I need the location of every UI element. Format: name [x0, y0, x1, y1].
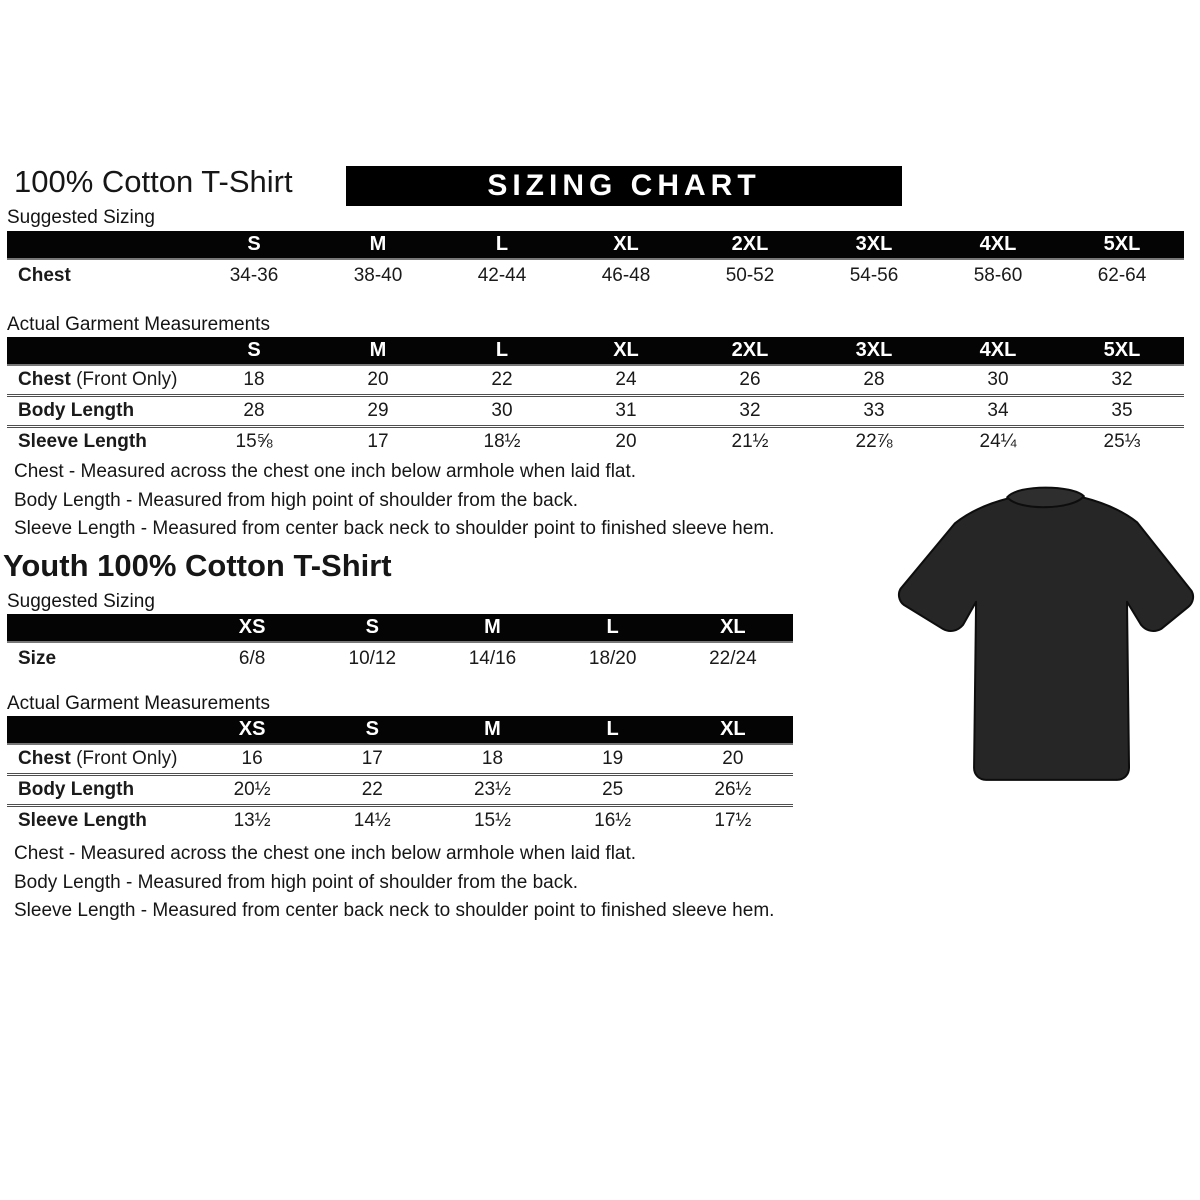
size-column-header: S — [312, 614, 432, 642]
youth-section-title: Youth 100% Cotton T-Shirt — [3, 548, 392, 583]
size-column-header: M — [432, 614, 552, 642]
table-row — [7, 744, 793, 775]
measurement-cell: 33 — [812, 396, 936, 427]
size-column-header: L — [553, 716, 673, 744]
measurement-cell: 15⅝ — [192, 427, 316, 457]
measurement-cell: 23½ — [432, 775, 552, 806]
size-header-spacer — [7, 614, 192, 642]
measurement-cell: 34 — [936, 396, 1060, 427]
youth-measurement-notes — [14, 840, 774, 926]
measurement-cell: 26½ — [673, 775, 793, 806]
row-label: Chest (Front Only) — [18, 369, 178, 390]
size-column-header: XS — [192, 614, 312, 642]
measurement-cell: 30 — [440, 396, 564, 427]
measurement-cell: 26 — [739, 369, 761, 390]
adult-measurement-notes — [14, 458, 774, 544]
size-column-header: XL — [564, 231, 688, 259]
table-row — [7, 396, 1184, 427]
measurement-cell: 16½ — [553, 806, 673, 836]
size-column-header: XL — [673, 614, 793, 642]
size-column-header: XS — [192, 716, 312, 744]
measurement-cell: 16 — [241, 748, 263, 769]
adult-actual-measurements-label: Actual Garment Measurements — [7, 314, 270, 335]
measurement-cell: 24 — [615, 369, 637, 390]
youth-actual-measurements-table — [7, 716, 793, 835]
row-label: Body Length — [7, 396, 192, 427]
table-row — [7, 365, 1184, 396]
size-column-header: M — [432, 716, 552, 744]
table-row — [7, 259, 1184, 292]
measurement-cell: 35 — [1060, 396, 1184, 427]
size-column-header: 4XL — [936, 231, 1060, 259]
size-column-header: XL — [564, 337, 688, 365]
measurement-note: Body Length - Measured from high point of shoulder from the back. — [14, 489, 578, 511]
measurement-cell: 22⅞ — [812, 427, 936, 457]
measurement-cell: 18 — [243, 369, 265, 390]
youth-actual-measurements-label: Actual Garment Measurements — [7, 693, 270, 714]
size-column-header: S — [192, 337, 316, 365]
measurement-cell: 17½ — [673, 806, 793, 836]
measurement-cell: 38-40 — [353, 265, 403, 286]
measurement-cell: 50-52 — [725, 265, 775, 286]
size-header-spacer — [7, 231, 192, 259]
measurement-cell: 28 — [192, 396, 316, 427]
size-column-header: M — [316, 337, 440, 365]
size-column-header: S — [312, 716, 432, 744]
tshirt-product-image — [893, 476, 1196, 808]
measurement-cell: 20 — [722, 748, 744, 769]
row-label: Sleeve Length — [7, 427, 192, 457]
measurement-cell: 20½ — [192, 775, 312, 806]
measurement-cell: 42-44 — [477, 265, 527, 286]
youth-suggested-sizing-label: Suggested Sizing — [7, 591, 155, 612]
measurement-cell: 22 — [312, 775, 432, 806]
measurement-cell: 15½ — [432, 806, 552, 836]
size-column-header: 5XL — [1060, 231, 1184, 259]
measurement-cell: 22/24 — [709, 648, 757, 669]
measurement-cell: 32 — [1111, 369, 1133, 390]
size-column-header: S — [192, 231, 316, 259]
measurement-note: Chest - Measured across the chest one inch below armhole when laid flat. — [14, 843, 637, 864]
adult-suggested-sizing-label: Suggested Sizing — [7, 207, 155, 228]
size-header-spacer — [7, 716, 192, 744]
measurement-cell: 17 — [316, 427, 440, 457]
size-column-header: 3XL — [812, 337, 936, 365]
size-column-header: XL — [673, 716, 793, 744]
measurement-cell: 20 — [564, 427, 688, 457]
measurement-cell: 58-60 — [973, 265, 1023, 286]
size-header-spacer — [7, 337, 192, 365]
measurement-note: Sleeve Length - Measured from center back neck to shoulder point to finished sleeve hem. — [14, 900, 775, 921]
adult-section-title: 100% Cotton T-Shirt — [14, 164, 293, 199]
measurement-cell: 21½ — [688, 427, 812, 457]
measurement-cell: 29 — [316, 396, 440, 427]
size-column-header: 2XL — [688, 337, 812, 365]
measurement-cell: 18 — [481, 748, 504, 769]
black-tshirt-icon — [893, 476, 1196, 808]
size-column-header: M — [316, 231, 440, 259]
measurement-cell: 32 — [688, 396, 812, 427]
measurement-note: Body Length - Measured from high point of shoulder from the back. — [14, 871, 578, 893]
measurement-cell: 31 — [564, 396, 688, 427]
size-column-header: L — [553, 614, 673, 642]
measurement-cell: 46-48 — [601, 265, 651, 286]
measurement-cell: 34-36 — [229, 265, 279, 286]
row-label: Chest — [18, 265, 71, 286]
adult-actual-measurements-table — [7, 337, 1184, 456]
measurement-cell: 22 — [491, 369, 513, 390]
measurement-cell: 6/8 — [238, 648, 266, 669]
measurement-cell: 14/16 — [468, 648, 517, 669]
measurement-note: Sleeve Length - Measured from center back neck to shoulder point to finished sleeve hem. — [14, 518, 775, 539]
row-label: Size — [18, 648, 57, 669]
size-column-header: 3XL — [812, 231, 936, 259]
measurement-cell: 13½ — [192, 806, 312, 836]
row-label: Sleeve Length — [7, 806, 192, 836]
measurement-cell: 28 — [863, 369, 885, 390]
table-row — [7, 775, 793, 806]
measurement-cell: 10/12 — [348, 648, 397, 669]
measurement-cell: 18½ — [440, 427, 564, 457]
measurement-cell: 17 — [361, 748, 383, 769]
size-column-header: 4XL — [936, 337, 1060, 365]
measurement-cell: 24¼ — [936, 427, 1060, 457]
table-row — [7, 806, 793, 836]
measurement-cell: 18/20 — [588, 648, 637, 669]
row-label: Chest (Front Only) — [18, 748, 178, 769]
measurement-cell: 54-56 — [849, 265, 899, 286]
measurement-cell: 20 — [367, 369, 389, 390]
measurement-cell: 25 — [553, 775, 673, 806]
size-column-header: 2XL — [688, 231, 812, 259]
table-row — [7, 427, 1184, 457]
adult-suggested-sizing-table — [7, 231, 1184, 292]
size-column-header: L — [440, 337, 564, 365]
measurement-cell: 30 — [987, 369, 1009, 390]
size-column-header: 5XL — [1060, 337, 1184, 365]
youth-suggested-sizing-table — [7, 614, 793, 675]
measurement-cell: 14½ — [312, 806, 432, 836]
measurement-note: Chest - Measured across the chest one inch below armhole when laid flat. — [14, 461, 637, 482]
row-label: Body Length — [7, 775, 192, 806]
size-column-header: L — [440, 231, 564, 259]
measurement-cell: 62-64 — [1097, 265, 1147, 286]
measurement-cell: 25⅓ — [1060, 427, 1184, 457]
sizing-chart-banner: SIZING CHART — [346, 166, 902, 206]
measurement-cell: 19 — [602, 748, 624, 769]
table-row — [7, 642, 793, 675]
